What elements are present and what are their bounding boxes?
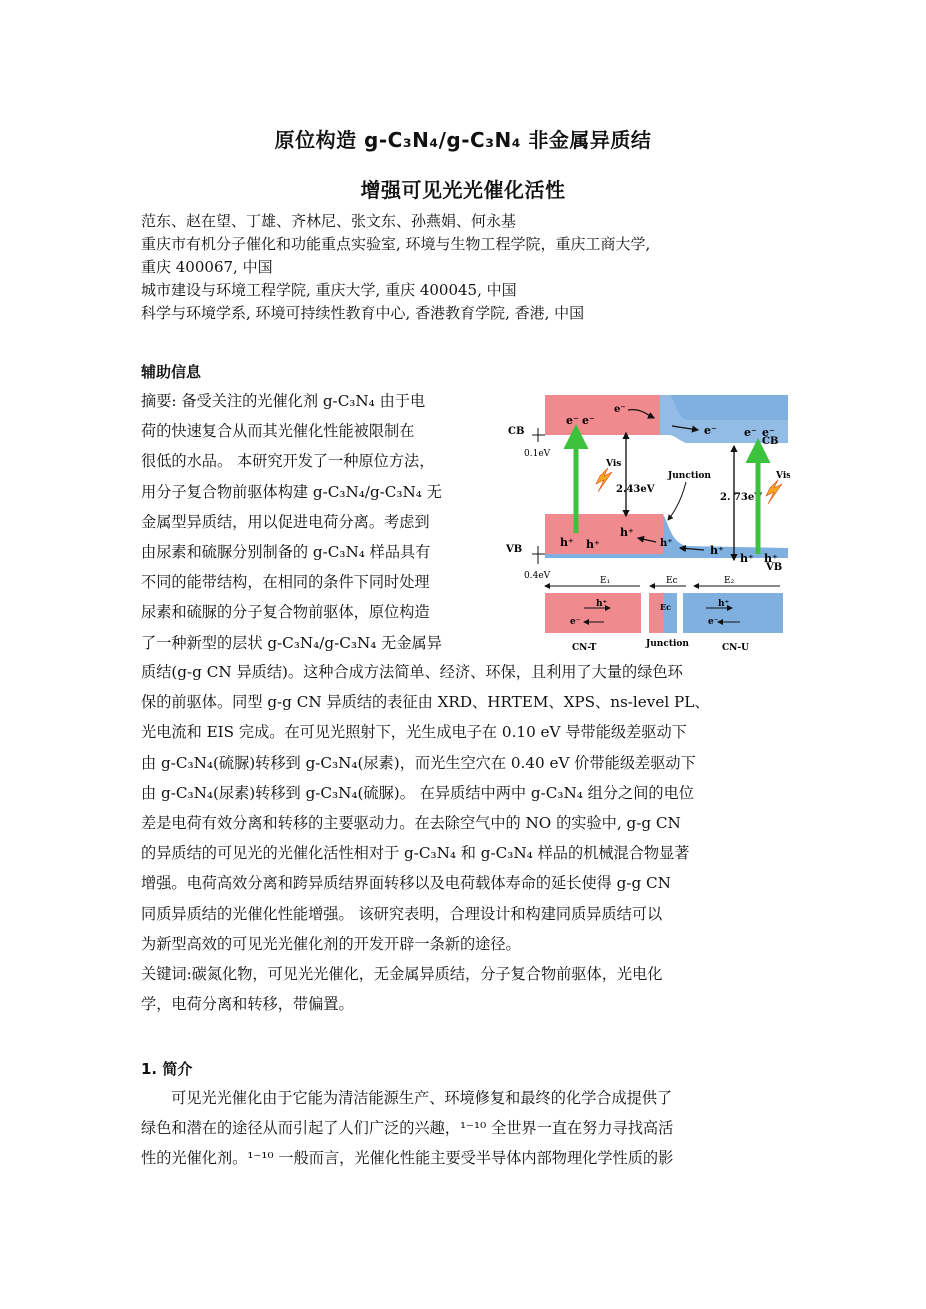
cb-offset-label: 0.1eV	[524, 449, 551, 459]
band-structure-figure	[500, 388, 790, 654]
abstract-line: 光电流和 EIS 完成。在可见光照射下，光生成电子在 0.10 eV 导带能级差驱动下	[141, 723, 687, 742]
abstract-line: 金属型异质结，用以促进电荷分离。考虑到	[141, 512, 430, 531]
keywords-line: 学，电荷分离和转移，带偏置。	[141, 995, 354, 1014]
field-e1-label: E₁	[600, 576, 611, 586]
section-heading-support: 辅助信息	[141, 363, 202, 381]
abstract-line: 摘要: 备受关注的光催化剂 g-C₃N₄ 由于电	[141, 392, 426, 410]
label-cn-u: CN-U	[722, 643, 749, 653]
hole-junction: h⁺	[660, 538, 673, 549]
light-bolt-icon	[596, 468, 612, 492]
electron-right-2: e⁻	[744, 426, 757, 439]
vb-label-right: VB	[766, 562, 783, 573]
hole-left-2: h⁺	[586, 538, 600, 551]
hole-right-1: h⁺	[710, 544, 724, 557]
hole-right-2: h⁺	[740, 552, 754, 565]
label-cn-t: CN-T	[572, 643, 597, 653]
electron-left-1: e⁻	[566, 414, 579, 427]
band-diagram	[500, 388, 790, 654]
intro-line: 可见光光催化由于它能为清洁能源生产、环境修复和最终的化学合成提供了	[171, 1089, 673, 1107]
vb-offset-label: 0.4eV	[524, 571, 551, 581]
abstract-line: 为新型高效的可见光光催化剂的开发开辟一条新的途径。	[141, 934, 521, 953]
abstract-line: 保的前驱体。同型 g-g CN 异质结的表征由 XRD、HRTEM、XPS、ns-level PL、	[141, 693, 710, 712]
abstract-line: 很低的水品。 本研究开发了一种原位方法，	[141, 452, 435, 471]
author-block	[141, 210, 791, 325]
cn-u-region	[683, 593, 783, 633]
hole-box-right: h⁺	[718, 599, 730, 609]
cb-label-left: CB	[508, 426, 525, 437]
abstract-line: 尿素和硫脲的分子复合物前驱体，原位构造	[141, 603, 430, 622]
abstract-line: 由 g-C₃N₄(尿素)转移到 g-C₃N₄(硫脲)。 在异质结中两中 g-C₃N₄ 组分之间的电位	[141, 783, 694, 802]
section-heading-intro: 1. 简介	[141, 1060, 193, 1078]
intro-paragraph	[141, 1083, 789, 1174]
gap-right-label: 2. 73eV	[720, 492, 762, 503]
abstract-line: 差是电荷有效分离和转移的主要驱动力。在去除空气中的 NO 的实验中, g-g CN	[141, 814, 681, 833]
intro-line: 性的光催化剂。¹⁻¹⁰ 一般而言，光催化性能主要受半导体内部物理化学性质的影	[141, 1149, 674, 1168]
hole-left-3: h⁺	[620, 526, 634, 539]
field-ec-box-label: Ec	[660, 602, 671, 612]
cb-label-right: CB	[762, 436, 779, 447]
label-junction: Junction	[646, 639, 689, 649]
vb-label-left: VB	[506, 544, 523, 555]
light-bolt-icon	[766, 480, 782, 504]
paper-title-line2: 增强可见光光催化活性	[360, 178, 566, 202]
abstract-line: 增强。电荷高效分离和跨异质结界面转移以及电荷载体寿命的延长使得 g-g CN	[141, 874, 671, 893]
field-e2-label: E₂	[724, 576, 735, 586]
author-list: 范东、赵在望、丁雄、齐林尼、张文东、孙燕娟、何永基	[141, 212, 517, 230]
cn-t-region	[545, 593, 641, 633]
electron-junction: e⁻	[614, 404, 626, 415]
abstract-line: 同质异质结的光催化性能增强。 该研究表明，合理设计和构建同质异质结可以	[141, 904, 663, 923]
abstract-line: 由 g-C₃N₄(硫脲)转移到 g-C₃N₄(尿素)，而光生空穴在 0.40 eV 价带能级差驱动下	[141, 753, 696, 772]
hole-box-left: h⁺	[596, 599, 608, 609]
abstract-full	[141, 657, 789, 1019]
electron-right-3: e⁻	[762, 426, 775, 439]
abstract-line: 了一种新型的层状 g-C₃N₄/g-C₃N₄ 无金属异	[141, 633, 442, 652]
abstract-line: 质结(g-g CN 异质结)。这种合成方法简单、经济、环保，且利用了大量的绿色环	[141, 663, 683, 681]
hole-right-3: h⁺	[764, 552, 778, 565]
vis-label-left: Vis	[606, 459, 622, 469]
field-ec-label: Ec	[666, 576, 678, 586]
affiliation-line: 重庆市有机分子催化和功能重点实验室, 环境与生物工程学院，重庆工商大学,	[141, 235, 651, 253]
electron-right-1: e⁻	[704, 424, 717, 437]
intro-line: 绿色和潜在的途径从而引起了人们广泛的兴趣，¹⁻¹⁰ 全世界一直在努力寻找高活	[141, 1119, 674, 1138]
abstract-wrapped	[141, 386, 493, 658]
keywords-line: 关键词:碳氮化物，可见光光催化，无金属异质结，分子复合物前驱体，光电化	[141, 965, 663, 984]
electron-left-2: e⁻	[582, 414, 595, 427]
abstract-line: 不同的能带结构，在相同的条件下同时处理	[141, 573, 430, 592]
electron-box-right: e⁻	[708, 617, 719, 627]
affiliation-line: 科学与环境学系, 环境可持续性教育中心, 香港教育学院, 香港, 中国	[141, 304, 585, 322]
abstract-line: 用分子复合物前驱体构建 g-C₃N₄/g-C₃N₄ 无	[141, 482, 442, 501]
gap-left-label: 2.43eV	[616, 484, 655, 495]
junction-label-top: Junction	[668, 471, 711, 481]
affiliation-line: 重庆 400067, 中国	[141, 258, 273, 276]
vis-label-right: Vis	[776, 471, 790, 481]
abstract-line: 由尿素和硫脲分别制备的 g-C₃N₄ 样品具有	[141, 543, 431, 562]
affiliation-line: 城市建设与环境工程学院, 重庆大学, 重庆 400045, 中国	[141, 281, 517, 299]
abstract-line: 荷的快速复合从而其光催化性能被限制在	[141, 422, 415, 441]
paper-title-line1: 原位构造 g-C₃N₄/g-C₃N₄ 非金属异质结	[274, 128, 652, 152]
electron-box-left: e⁻	[570, 617, 581, 627]
abstract-line: 的异质结的可见光的光催化活性相对于 g-C₃N₄ 和 g-C₃N₄ 样品的机械混合物显著	[141, 844, 690, 863]
cb-band-left	[545, 395, 660, 435]
hole-left-1: h⁺	[560, 536, 574, 549]
